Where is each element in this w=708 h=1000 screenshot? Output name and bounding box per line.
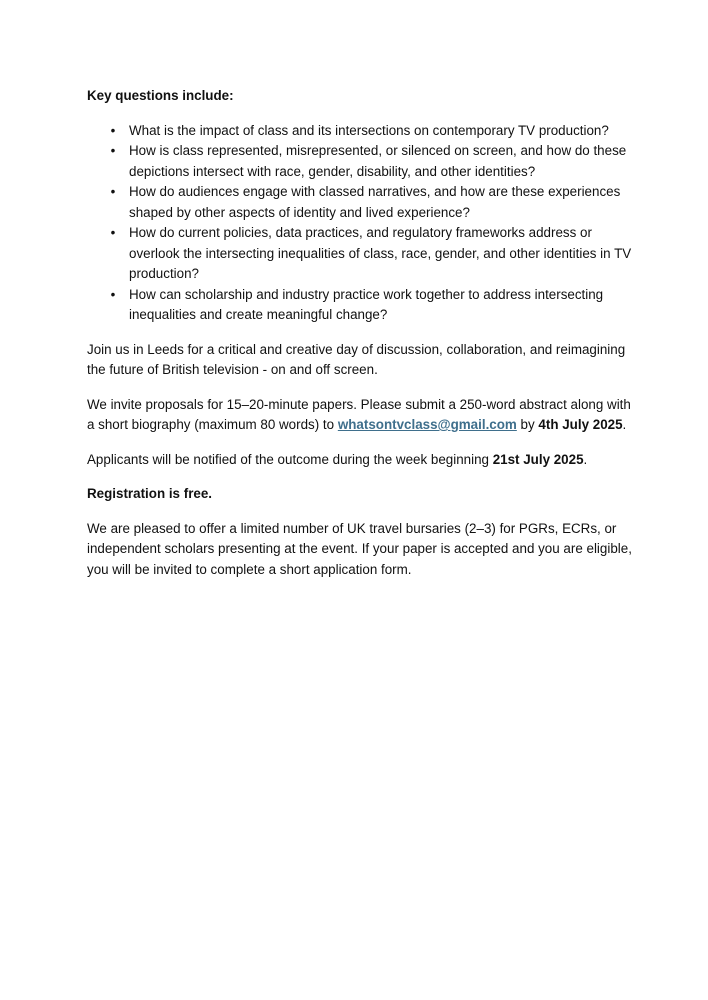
bullet-icon: • — [110, 184, 116, 199]
document-page — [87, 86, 632, 594]
bullet-icon: • — [110, 122, 116, 138]
notification-end-text: . — [583, 451, 588, 467]
list-item — [87, 223, 632, 285]
bursaries-paragraph: We are pleased to offer a limited number of UK travel bursaries (2–3) for PGRs, ECRs, or independent scholars presenting at the event. If your paper is accepted and you are eligible, you will be invited to complete a short application form. — [87, 520, 632, 577]
bullet-icon: • — [110, 225, 116, 240]
join-paragraph: Join us in Leeds for a critical and creative day of discussion, collaboration, and reimagining the future of British television - on and off screen. — [87, 341, 626, 377]
list-item — [87, 285, 632, 326]
question-text: How is class represented, misrepresented, or silenced on screen, and how do these depictions intersect with race, gender, disability, and other identities? — [129, 143, 627, 179]
notification-date: 21st July 2025 — [492, 451, 584, 467]
question-text: What is the impact of class and its intersections on contemporary TV production? — [129, 122, 609, 138]
deadline-date: 4th July 2025 — [538, 417, 623, 432]
list-item — [87, 121, 632, 142]
question-text: How do audiences engage with classed narratives, and how are these experiences shaped by other aspects of identity and lived experience? — [129, 184, 621, 220]
registration-note: Registration is free. — [87, 486, 213, 501]
notification-text: Applicants will be notified of the outcome during the week beginning — [87, 451, 493, 467]
bullet-icon: • — [110, 286, 116, 302]
notification-paragraph — [87, 450, 632, 471]
bullet-icon: • — [110, 143, 116, 158]
proposals-by-text: by — [516, 417, 539, 432]
proposals-text: We invite proposals for 15–20-minute papers. Please submit a 250-word abstract along with a short biography (maximum 80 words) to — [87, 396, 631, 432]
list-item — [87, 182, 632, 223]
key-questions-list — [87, 121, 632, 326]
proposals-paragraph — [87, 395, 632, 436]
list-item — [87, 141, 632, 182]
proposals-end-text: . — [622, 417, 627, 432]
email-link[interactable]: whatsontvclass@gmail.com — [337, 417, 517, 432]
key-questions-heading: Key questions include: — [87, 88, 234, 103]
question-text: How do current policies, data practices, and regulatory frameworks address or overlook the intersecting inequalities of class, race, gender, and other identities in TV production? — [129, 225, 632, 281]
question-text: How can scholarship and industry practice work together to address intersecting inequalities and create meaningful change? — [129, 286, 604, 322]
